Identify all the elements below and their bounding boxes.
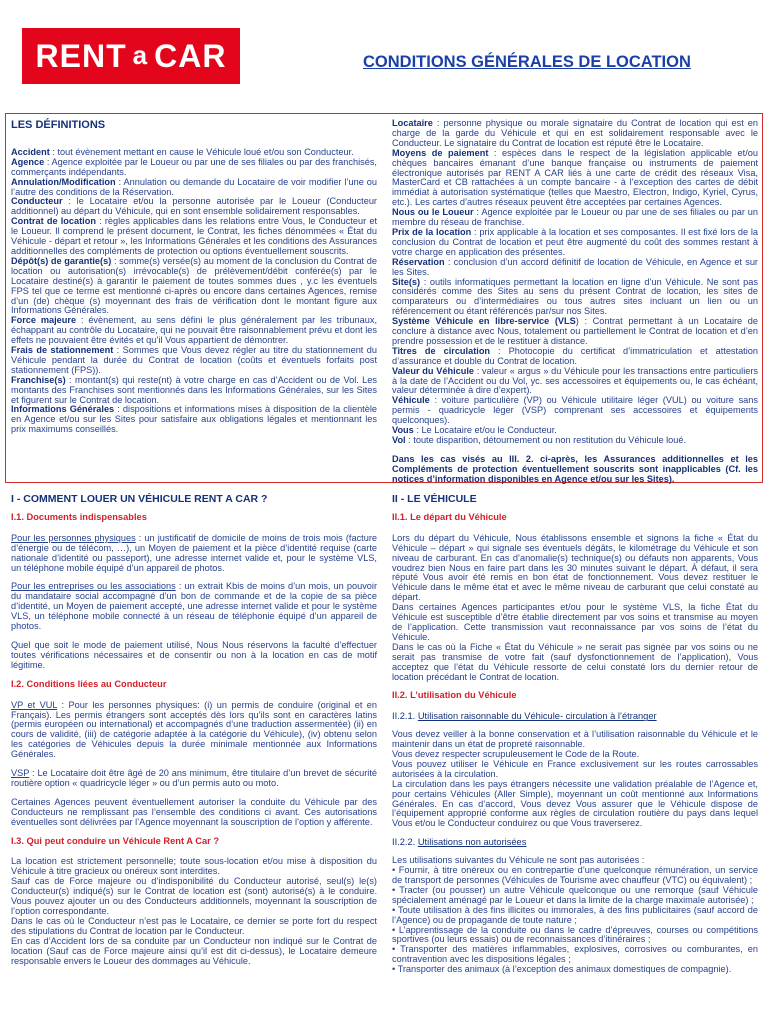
definition-item [11,217,377,257]
s2-2-1-p3: Vous pouvez utiliser le Véhicule en France exclusivement sur les routes carrossables autorisées à la circulation. [392,758,758,779]
definition-text: : personne physique ou morale signataire du Contrat de location qui est en charge de la garde du Véhicule et qui en est solidairement responsable avec le Conducteur. Le signataire du Contrat de location est réputé être le Locataire. [392,118,758,148]
definition-term: Dépôt(s) de garantie(s) [11,255,112,266]
s2-1-p3: Dans le cas où la Fiche « État du Véhicule » ne serait pas signée par vos soins ou ne serait pas transmise de votre fait (sauf dysfonctionnement de l’application), Vous acceptez que l’état du Véhicule ressorte de celui constaté lors du dernier retour de location précédant le Contrat de location. [392,641,758,682]
section-2-2-2-title: II.2.2. Utilisations non autorisées [392,837,527,848]
section-1-2-title: I.2. Conditions liées au Conducteur [11,678,167,689]
section-1-1-title: I.1. Documents indispensables [11,511,147,522]
definition-text: : espèces dans le respect de la législation applicable et/ou chèques bancaires émanant d’une banque française ou instruments de paiement électronique autorisés par RENT A CAR liés à une carte de crédit des réseaux Visa, MasterCard et CB rattachées à un compte bancaire - à l’exception des cartes de débit immédiat à autorisation systématique (telles que Maestro, Electron, Indigo, Kyriel, Cyrus, etc.). Les cartes d’autres réseaux peuvent être acceptées par certaines Agences. [392,147,758,208]
definitions-right-column [392,119,758,485]
definition-item [392,228,758,258]
definition-term: Nous ou le Loueur [392,207,474,218]
definition-term: Informations Générales [11,404,115,415]
s2-2-1-p4: La circulation dans les pays étrangers nécessite une validation préalable de l’Agence et, pour certains Véhicules (Aller Simple), moyennant un coût mentionné aux Informations Générales. En cas d’accord, Vous devez Vous assurer que le Véhicule dispose de l’équipement approprié conforme aux règles de circulation routière du pays dans lequel Vous et/ou le Conducteur conduirez ou que Vous traverserez. [392,778,758,829]
definition-term: Accident [11,146,50,157]
definition-term: Système Véhicule en libre-service (VLS [392,316,576,327]
s1-3-p4: En cas d’Accident lors de sa conduite par un Conducteur non indiqué sur le Contrat de location (Sauf cas de Force majeure ainsi qu’il est dit ci-dessus), le Locataire demeure responsable envers le Loueur des dommages au Véhicule. [11,935,377,966]
s2-2-2-item-1: • Fournir, à titre onéreux ou en contrepartie d’une quelconque rémunération, un service de transport de personnes (Véhicules de Tourisme avec chauffeur (VTC) ou équivalent) ; [392,865,758,885]
s1-1-p3: Quel que soit le mode de paiement utilisé, Nous Nous réservons la faculté d’effectuer toutes vérifications nécessaires et de consentir ou non à la location en cas de motif légitime. [11,639,377,670]
s2-2-1-p1: Vous devez veiller à la bonne conservation et à l’utilisation raisonnable du Véhicule et le maintenir dans un état de propreté raisonnable. [392,729,758,750]
logo-car: CAR [154,37,227,74]
section-2-2-1-title: II.2.1. Utilisation raisonnable du Véhicule- circulation à l’étranger [392,711,657,722]
section-2-heading: II - LE VÉHICULE [392,493,477,505]
definition-term: Frais de stationnement [11,345,114,356]
s2-2-2-item-4: • L’apprentissage de la conduite ou dans le cadre d’épreuves, courses ou compétitions sportives (ou leurs essais) ou de reconnaissances d’itinéraires ; [392,924,758,945]
definition-text: : règles applicables dans les relations entre Vous, le Conducteur et le Loueur. Il comprend le présent document, le Contrat, les fiches dénommées « État du Véhicule - départ et retour », les Informations Générales et les conditions des Assurances additionnelles des compléments de protection ou options éventuellement souscrits. [11,216,377,256]
definition-term: Force majeure [11,315,77,326]
definition-term: Contrat de location [11,216,96,227]
page-title: CONDITIONS GÉNÉRALES DE LOCATION [363,53,691,71]
definition-item [11,405,377,435]
section-2-2-title: II.2. L’utilisation du Véhicule [392,690,517,701]
definition-item [392,317,758,347]
s1-1-p2: Pour les entreprises ou les associations : un extrait Kbis de moins d’un mois, un pouvoir du mandataire social accompagné d’un bon de commande et de la copie de sa pièce d’identité, un Moyen de paiement accepté, une adresse internet valide et pour le système VLS, un téléphone mobile connecté à un réseau de téléphonie équipé d’un appareil de photos. [11,581,378,632]
definition-term: Titres de circulation [392,345,491,356]
definition-item [392,347,758,367]
s2-2-2-item-3: • Toute utilisation à des fins illicites ou immorales, à des fins publicitaires (sauf accord de l’Agence) ou de propagande de toute nature ; [392,904,758,925]
definition-term: Réservation [392,256,445,267]
section-1 [11,495,377,966]
section-2 [392,495,758,975]
definition-term: Vol [392,435,406,445]
rent-a-car-logo [22,28,240,84]
definition-text: : dispositions et informations mises à disposition de la clientèle en Agence et/ou sur les Sites pour satisfaire aux obligations légales et mentionnant les prix maximums conseillés. [11,404,377,435]
definition-text: : montant(s) qui reste(nt) à votre charge en cas d’Accident ou de Vol. Les montants des Franchises sont mentionnés dans les Informations Générales, sur les Sites et figurent sur le Contrat de location. [11,374,377,405]
definition-text: : somme(s) versée(s) au moment de la conclusion du Contrat de location ou autorisation(s) irrévocable(s) de prélèvement/débit conférée(s) par le Locataire destiné(s) à garantir le paiement de toutes sommes dues , y.c les éventuels FPS tel que ce terme est mentionné ci-après ou encore dans certaines Agences, remise d’un (de) chèque (s) moyennant des frais de vérification dont le montant figure aux Informations Générales. [11,255,377,316]
definition-term: Agence [11,156,45,167]
s1-1-p1: Pour les personnes physiques : un justificatif de domicile de moins de trois mois (facture d’énergie ou de télécom, …), un Moyen de paiement et la pièce d’identité requise (carte nationale d’identité ou passeport), une adresse internet valide et, pour le système VLS, un téléphone mobile équipé d’un appareil de photos. [11,532,377,573]
definition-item [11,346,377,376]
logo-a-pin-icon: a [132,39,149,70]
definitions-note: Dans les cas visés au III. 2. ci-après, les Assurances additionnelles et les Compléments de protection éventuellement souscrits sont inapplicables (Cf. les notices d’information disponibles en Agence et/ou sur les Sites). [392,453,758,484]
s2-2-2-item-6: • Transporter des animaux (à l’exception des animaux domestiques de compagnie). [392,964,732,975]
definition-item [392,278,758,318]
s1-2-p2: VSP : Le Locataire doit être âgé de 20 ans minimum, être titulaire d’un brevet de sécurité routière option « quadricycle léger » ou d’un permis auto ou moto. [11,768,377,788]
definitions-heading: LES DÉFINITIONS [11,119,106,131]
definition-term: Valeur du Véhicule [392,365,475,376]
definition-text: : valeur « argus » du Véhicule pour les transactions entre particuliers à la date de l’Accident ou du Vol, yc. ses accessoires et équipements ou, le cas échéant, valeur déterminée à dire d’expert). [392,365,758,396]
s1-3-p2: Sauf cas de Force majeure ou d’indisponibilité du Conducteur autorisé, seul(s) le(s) Conducteur(s) indiqué(s) sur le Contrat de location est (sont) autorisé(s) à le conduire. Vous pouvez ajouter un ou des Conducteurs additionnels, moyennant la souscription de l’option correspondante. [11,876,377,916]
definition-text: : prix applicable à la location et ses composantes. Il est fixé lors de la conclusion du Contrat de location et peut être augmenté du coût des sommes restant à votre charge en application des présentes. [392,226,758,257]
definition-term: Vous [392,425,414,436]
definition-item [11,178,377,198]
definition-term: Franchise(s) [11,374,66,385]
definition-text: : le Locataire et/ou la personne autorisée par le Loueur (Conducteur additionnel) au départ du Véhicule, qui en sont ensemble solidairement responsables. [11,196,377,217]
definition-item [392,436,758,446]
section-2-1-title: II.1. Le départ du Véhicule [392,511,507,522]
definition-text: ) : Contrat permettant à un Locataire de conclure à distance avec Nous, totalement ou partiellement le Contrat de location et d’en prendre possession et de le restituer à distance. [392,316,758,346]
definition-item [392,119,758,149]
s2-2-1-p2: Vous devez respecter scrupuleusement le Code de la Route. [392,749,640,760]
definition-term: Prix de la location [392,226,472,237]
definition-term: Site(s) [392,276,421,287]
definition-item [392,149,758,208]
definition-term: Annulation/Modification [11,176,116,187]
definition-text: : Le Locataire et/ou le Conducteur. [413,425,557,436]
definition-text: : voiture particulière (VP) ou Véhicule utilitaire léger (VUL) ou voiture sans permis - quadricycle léger (VSP) comprenant ses accessoires et équipements quelconques). [392,395,758,426]
s1-2-p3: Certaines Agences peuvent éventuellement autoriser la conduite du Véhicule par des Conducteurs ne remplissant pas l’ensemble des conditions ci avant. Ces autorisations éventuelles sont délivrées par l’Agence moyennant la souscription de l’option y afférente. [11,796,377,827]
definition-text: : Photocopie du certificat d’immatriculation et attestation d’assurance et double du Contrat de location. [392,345,758,366]
logo-rent: RENT [35,37,127,74]
s1-2-p1: VP et VUL : Pour les personnes physiques: (i) un permis de conduire (original et en Français). Les permis étrangers sont acceptés dès lors qu’ils sont en caractères latins (permis européen ou international) et accompagnés d’une traduction assermentée) (ii) en cours de validité, (iii) de catégorie adaptée à la catégorie du Véhicule), (iv) obtenu selon les catégories de Véhicules depuis la durée minimale mentionnée aux Informations Générales. [11,699,378,760]
definition-text: : Agence exploitée par le Loueur ou par une de ses filiales ou par un membre du réseau de franchise. [392,207,758,228]
definition-text: : conclusion d’un accord définitif de location de Véhicule, en Agence et sur les Sites. [392,256,758,277]
definition-item [11,376,377,406]
definition-text: : Annulation ou demande du Locataire de voir modifier l’une ou l’autre des conditions de la Réservation. [11,176,377,197]
definition-term: Conducteur [11,196,63,207]
s1-3-p1: La location est strictement personnelle; toute sous-location et/ou mise à disposition du Véhicule à titre gracieux ou onéreux sont interdites. [11,856,377,877]
definition-item [11,158,377,178]
definition-text: : évènement, au sens défini le plus généralement par les tribunaux, échappant au contrôle du Locataire, qui ne pouvait être raisonnablement prévu et dont les effets ne pouvaient être évités et qu’il Vous appartient de démontrer. [11,315,377,346]
definition-text: : Sommes que Vous devez régler au titre du stationnement du Véhicule pendant la durée du Contrat de location (coûts et éventuels forfaits post stationnement (FPS)). [11,345,377,375]
definition-item [11,197,377,217]
definition-item [11,316,377,346]
definition-term: Locataire [392,118,433,128]
section-1-3-title: I.3. Qui peut conduire un Véhicule Rent A Car ? [11,835,219,846]
s1-3-p3: Dans le cas où le Conducteur n’est pas le Locataire, ce dernier se porte fort du respect des stipulations du Contrat de location par le Conducteur. [11,915,377,936]
definition-term: Moyens de paiement [392,147,489,158]
s2-2-2-intro: Les utilisations suivantes du Véhicule ne sont pas autorisées : [392,855,645,866]
definitions-left-list [11,148,377,435]
s2-2-2-item-2: • Tracter (ou pousser) un autre Véhicule quelconque ou une remorque (sauf Véhicule spécialement aménagé par le Loueur et dans la limite de la charge maximale autorisée) ; [392,884,758,905]
s2-2-2-item-5: • Transporter des matières inflammables, explosives, corrosives ou comburantes, en contravention avec les dispositions légales ; [392,944,758,965]
s2-1-p1: Lors du départ du Véhicule, Nous établissons ensemble et signons la fiche « État du Véhicule – départ » qui signale ses éventuels dégâts, le kilométrage du Véhicule et son niveau de carburant. En cas d’anomalie(s) technique(s) ou défauts non apparents, Vous voudrez bien Nous en faire part dans les 30 minutes suivant le départ. À défaut, il sera réputé Vous avoir été remis en bon état de fonctionnement. Vous devez restituer le Véhicule dans le même état et avec le même niveau de carburant que celui constaté au départ. [392,532,758,603]
definitions-right-list [392,119,758,446]
definitions-left-column [11,121,377,435]
definition-term: Véhicule [392,395,430,406]
definition-text: : outils informatiques permettant la location en ligne d’un Véhicule. Ne sont pas considérés comme des Sites au sens du présent Contrat de location, les sites de comparateurs ou d’intermédiaires ou tous autres sites incluant un lien ou un référencement ou étant référencés par/sur nos Sites. [392,276,758,317]
definition-text: : Agence exploitée par le Loueur ou par une de ses filiales ou par des franchisés, commerçants indépendants. [11,156,377,177]
definition-item [392,367,758,397]
definition-item [392,396,758,426]
definition-item [392,208,758,228]
definition-item [11,257,377,316]
definition-text: : tout évènement mettant en cause le Véhicule loué et/ou son Conducteur. [49,146,354,157]
section-1-heading: I - COMMENT LOUER UN VÉHICULE RENT A CAR ? [11,493,268,505]
s2-1-p2: Dans certaines Agences participantes et/ou pour le système VLS, la fiche État du Véhicule est susceptible d’être établie directement par vos soins et transmise au moyen de l’application. Cette transmission vaut reconnaissance par vos soins de l’état du Véhicule. [392,602,758,642]
definition-text: : toute disparition, détournement ou non restitution du Véhicule loué. [405,435,687,445]
definition-item [392,258,758,278]
